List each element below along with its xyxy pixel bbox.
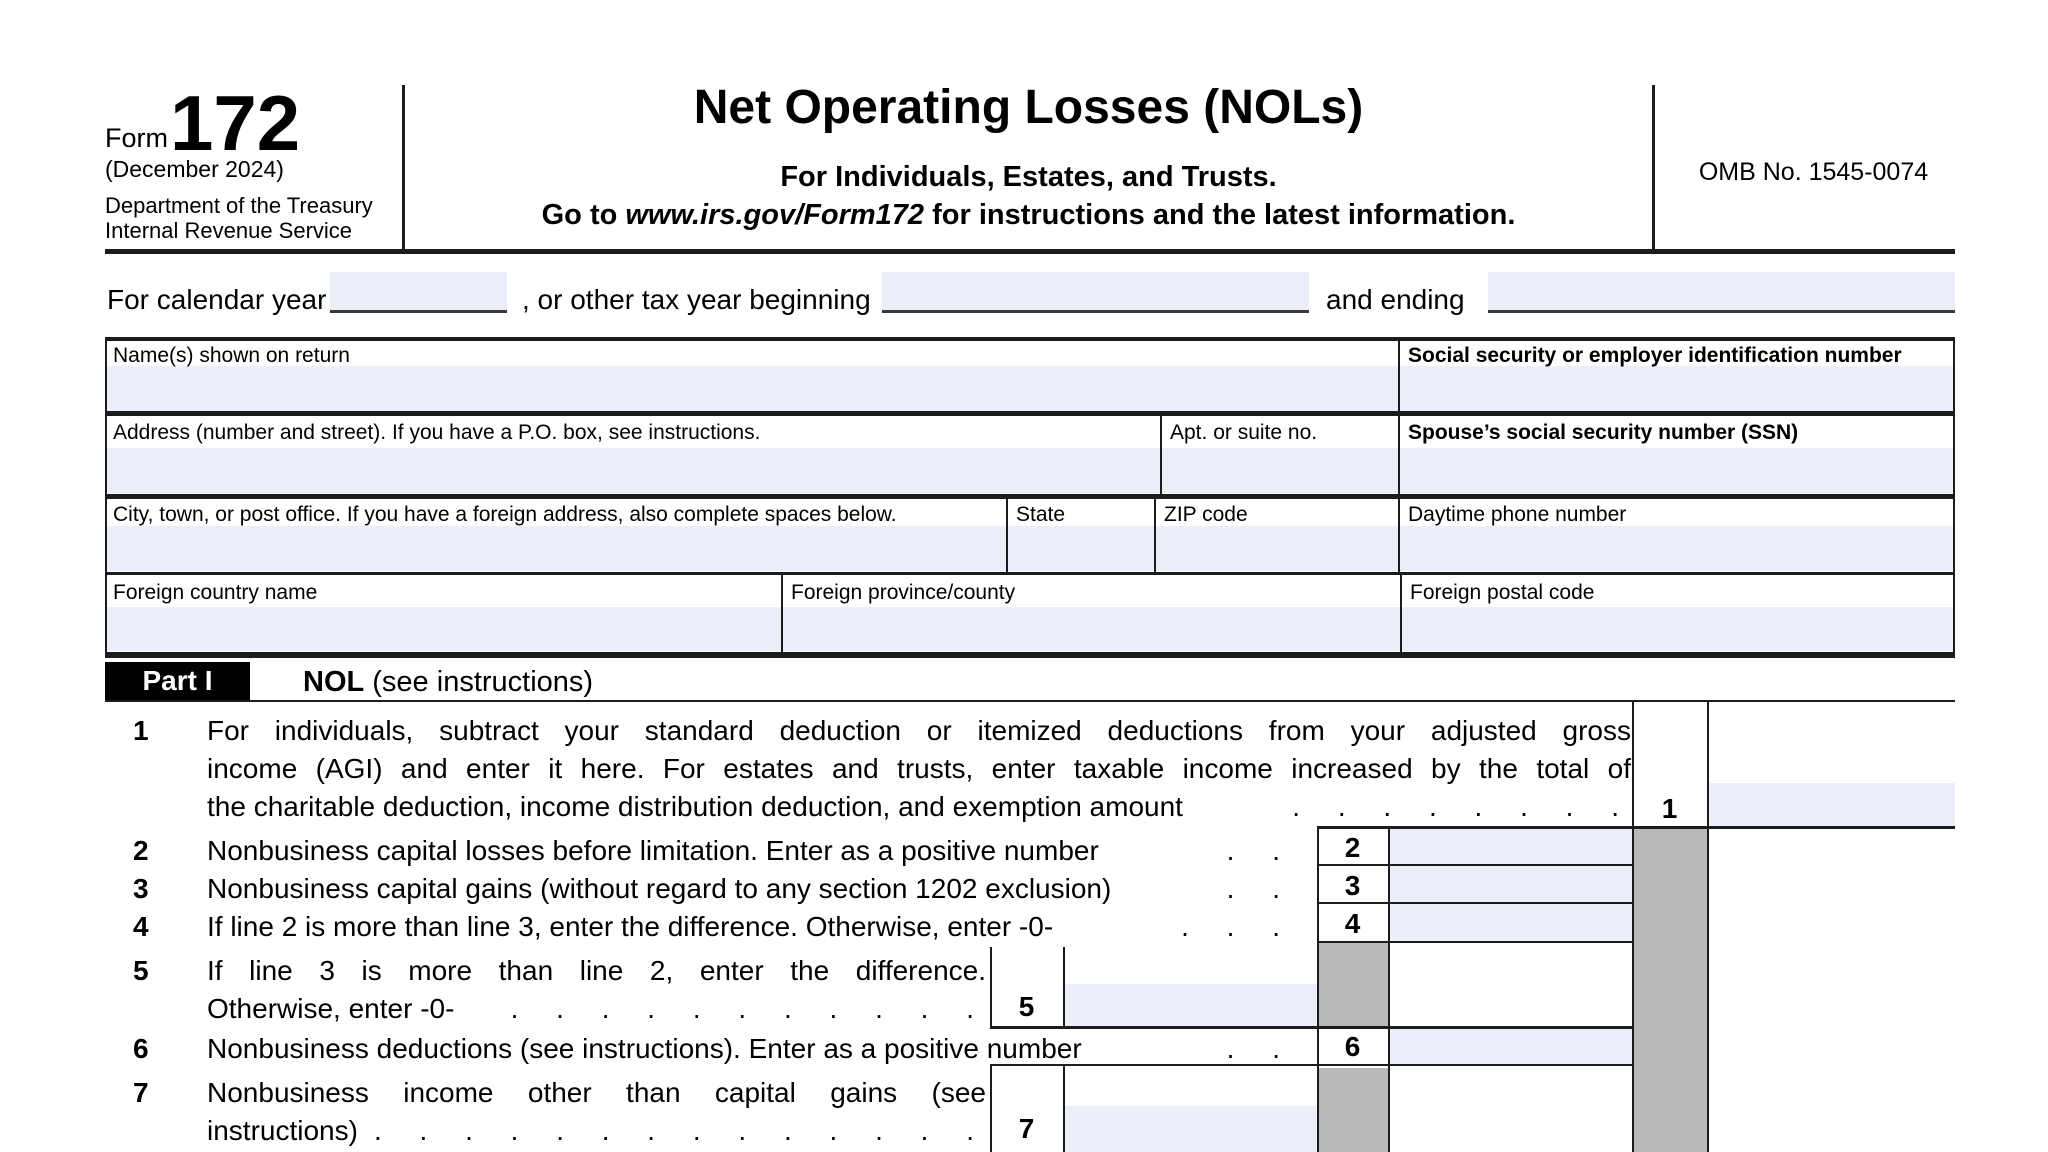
column-divider <box>1400 575 1402 652</box>
line-1-amount-field[interactable] <box>1709 783 1955 826</box>
other-tax-year-label: , or other tax year beginning <box>522 284 871 315</box>
table-border <box>105 572 1955 575</box>
foreign-country-label: Foreign country name <box>113 581 318 604</box>
phone-label: Daytime phone number <box>1408 503 1627 526</box>
row-border <box>1317 826 1955 829</box>
line-3-box-number: 3 <box>1344 870 1361 901</box>
dot-leader: . . . . . . . . . . . . . . <box>373 1115 986 1146</box>
table-border <box>105 337 1955 341</box>
form-title: Net Operating Losses (NOLs) <box>693 81 1364 134</box>
line-1-number: 1 <box>133 715 149 746</box>
dot-leader: . . <box>1226 1033 1292 1064</box>
foreign-province-label: Foreign province/county <box>791 581 1016 604</box>
year-beginning-field[interactable] <box>882 272 1309 313</box>
line-7-number: 7 <box>133 1077 149 1108</box>
entry-box-border <box>1388 829 1390 1152</box>
column-divider <box>781 575 783 652</box>
column-divider <box>1160 416 1162 494</box>
agency-line-2: Internal Revenue Service <box>105 218 353 243</box>
apt-label: Apt. or suite no. <box>1170 421 1318 444</box>
column-divider <box>1398 341 1400 411</box>
row-border <box>990 1026 1634 1029</box>
column-divider <box>1398 416 1400 494</box>
dot-leader: . . <box>1226 835 1292 866</box>
line-7-amount-field[interactable] <box>1065 1106 1317 1152</box>
line-5-amount-field[interactable] <box>1065 984 1317 1026</box>
name-label: Name(s) shown on return <box>113 344 350 367</box>
table-border <box>105 411 1955 416</box>
form-goto-line <box>405 198 1652 232</box>
line-7-box-number: 7 <box>1018 1113 1035 1144</box>
dot-leader: . . . . . . . . <box>1292 791 1631 822</box>
header-bottom-border <box>105 249 1955 254</box>
column-divider <box>1398 499 1400 572</box>
calendar-year-field[interactable] <box>330 272 507 313</box>
shaded-column <box>1632 829 1709 1152</box>
goto-prefix: Go to <box>541 199 626 231</box>
line-6-amount-field[interactable] <box>1390 1028 1632 1064</box>
line-6-number: 6 <box>133 1033 149 1064</box>
divider-line <box>1652 85 1655 252</box>
column-divider <box>1006 499 1008 572</box>
entry-box-border <box>1063 1066 1065 1152</box>
entry-box-border <box>1063 947 1065 1026</box>
spouse-ssn-label: Spouse’s social security number (SSN) <box>1408 421 1799 444</box>
form-revision: (December 2024) <box>105 156 284 182</box>
address-label: Address (number and street). If you have a P.O. box, see instructions. <box>113 421 761 444</box>
goto-suffix: for instructions and the latest information. <box>924 199 1516 231</box>
address-field[interactable] <box>107 448 1953 493</box>
entry-box-border <box>1707 702 1709 829</box>
name-field[interactable] <box>107 366 1953 411</box>
line-5-text-row2: Otherwise, enter -0- . . . . . . . . . . . <box>207 990 986 1028</box>
form-word-label: Form <box>105 123 168 153</box>
line-6-text: Nonbusiness deductions (see instructions). Enter as a positive number . . <box>207 1030 1292 1068</box>
city-state-zip-field[interactable] <box>107 526 1953 571</box>
line-1-text-row3: the charitable deduction, income distribution deduction, and exemption amount . . . . . . . . <box>207 788 1631 826</box>
row-border <box>1317 941 1634 943</box>
line-2-box-number: 2 <box>1344 832 1361 863</box>
table-border <box>105 494 1955 499</box>
part1-heading-rest: (see instructions) <box>364 666 594 698</box>
line-5-text-row1: If line 3 is more than line 2, enter the difference. <box>207 955 986 986</box>
state-label: State <box>1016 503 1066 526</box>
dot-leader: . . . . . . . . . . . <box>510 993 986 1024</box>
shaded-cell <box>1319 1068 1388 1152</box>
part1-badge: Part I <box>105 662 250 700</box>
part1-heading <box>303 665 593 699</box>
ssn-label: Social security or employer identification number <box>1408 344 1902 367</box>
form-subtitle: For Individuals, Estates, and Trusts. <box>780 161 1277 193</box>
line-6-box-number: 6 <box>1344 1031 1361 1062</box>
line-7-text-row1: Nonbusiness income other than capital gains (see <box>207 1077 986 1108</box>
agency-line-1: Department of the Treasury <box>105 193 373 218</box>
line-2-number: 2 <box>133 835 149 866</box>
foreign-address-field[interactable] <box>107 607 1953 651</box>
table-border <box>1953 337 1955 658</box>
line-2-text: Nonbusiness capital losses before limitation. Enter as a positive number . . <box>207 832 1292 870</box>
line-3-text: Nonbusiness capital gains (without regard to any section 1202 exclusion) . . <box>207 870 1292 908</box>
line-2-amount-field[interactable] <box>1390 829 1632 864</box>
year-ending-field[interactable] <box>1488 272 1955 313</box>
city-label: City, town, or post office. If you have a foreign address, also complete spaces below. <box>113 503 897 526</box>
and-ending-label: and ending <box>1326 284 1465 315</box>
table-border <box>105 652 1955 658</box>
calendar-year-label: For calendar year <box>107 284 327 315</box>
zip-label: ZIP code <box>1164 503 1248 526</box>
foreign-postal-label: Foreign postal code <box>1410 581 1595 604</box>
header-center-block <box>405 80 1652 232</box>
line-3-number: 3 <box>133 873 149 904</box>
line-7-text-row2: instructions) . . . . . . . . . . . . . . <box>207 1112 986 1150</box>
section-border <box>105 700 1955 702</box>
shaded-cell <box>1319 943 1388 1027</box>
irs-form-link[interactable]: www.irs.gov/Form172 <box>625 199 925 231</box>
column-divider <box>1154 499 1156 572</box>
line-1-text-row2: income (AGI) and enter it here. For estates and trusts, enter taxable income increased by the total of <box>207 753 1631 784</box>
line-5-box-number: 5 <box>1018 991 1035 1022</box>
line-4-number: 4 <box>133 911 149 942</box>
line-4-box-number: 4 <box>1344 908 1361 939</box>
line-1-text-row1: For individuals, subtract your standard deduction or itemized deductions from your adjusted gross <box>207 715 1631 746</box>
dot-leader: . . . <box>1181 911 1292 942</box>
table-border <box>105 337 107 658</box>
form-number: 172 <box>170 79 301 167</box>
dot-leader: . . <box>1226 873 1292 904</box>
line-1-box-number: 1 <box>1661 793 1678 824</box>
line-4-amount-field[interactable] <box>1390 904 1632 941</box>
line-3-amount-field[interactable] <box>1390 866 1632 902</box>
line-5-number: 5 <box>133 955 149 986</box>
part1-heading-bold: NOL <box>303 666 365 698</box>
line-4-text: If line 2 is more than line 3, enter the difference. Otherwise, enter -0- . . . <box>207 908 1292 946</box>
omb-number: OMB No. 1545-0074 <box>1698 158 1929 186</box>
